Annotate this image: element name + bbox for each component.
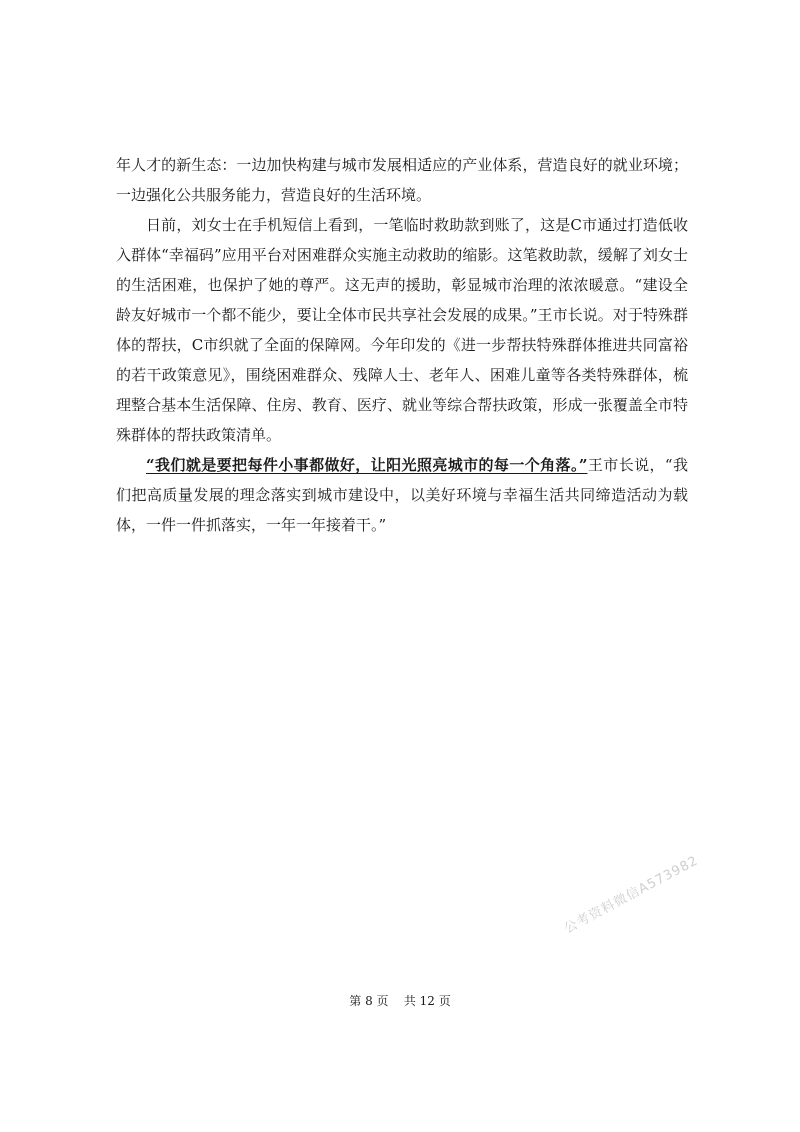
highlighted-quote: “我们就是要把每件小事都做好，让阳光照亮城市的每一个角落。” xyxy=(146,456,588,474)
watermark-text: 公考资料微信A573982 xyxy=(561,853,701,937)
paragraph-1: 年人才的新生态：一边加快构建与城市发展相适应的产业体系，营造良好的就业环境；一边强化公共服务能力，营造良好的生活环境。 xyxy=(116,156,688,204)
paragraph-3 xyxy=(116,450,688,540)
page-footer xyxy=(0,992,800,1009)
document-body xyxy=(116,150,688,540)
page-number: 第 8 页 xyxy=(349,994,389,1008)
paragraph-2: 日前，刘女士在手机短信上看到，一笔临时救助款到账了，这是C市通过打造低收入群体“幸福码”应用平台对困难群众实施主动救助的缩影。这笔救助款，缓解了刘女士的生活困难，也保护了她的尊严。这无声的援助，彰显城市治理的浓浓暖意。“建设全龄友好城市一个都不能少，要让全体市民共享社会发展的成果。”王市长说。对于特殊群体的帮扶，C市织就了全面的保障网。今年印发的《进一步帮扶特殊群体推进共同富裕的若干政策意见》，围绕困难群众、残障人士、老年人、困难儿童等各类特殊群体，梳理整合基本生活保障、住房、教育、医疗、就业等综合帮扶政策，形成一张覆盖全市特殊群体的帮扶政策清单。 xyxy=(116,216,688,444)
paragraph-3-rest: 王市长说，“我们把高质量发展的理念落实到城市建设中，以美好环境与幸福生活共同缔造活动为载体，一件一件抓落实，一年一年接着干。” xyxy=(116,456,689,534)
page-total: 共 12 页 xyxy=(403,994,451,1008)
